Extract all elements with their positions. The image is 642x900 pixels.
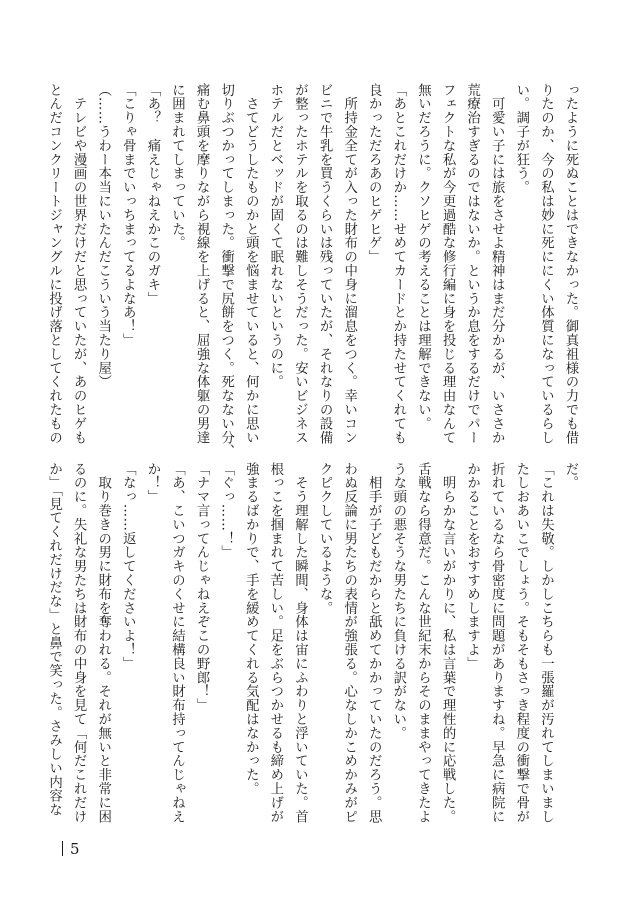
text-line: 良かっただろあのヒゲヒゲ」 xyxy=(366,83,382,264)
text-line: 荒療治すぎるのではないか。というか息をするだけでパー xyxy=(464,83,480,445)
text-line: うな頭の悪そうな男たちに負ける訳がない。 xyxy=(390,462,406,740)
text-line: 強まるばかりで、手を緩めてくれる気配はなかった。 xyxy=(243,462,259,796)
text-line: 根っこを掴まれて苦しい。足をぶらつかせるも締め上げが xyxy=(267,462,283,824)
text-line: 「こりゃ骨までいっちまってるよなあ！」 xyxy=(120,83,136,348)
text-line: 取り巻きの男に財布を奪われる。それが無いと非常に困 xyxy=(95,462,111,824)
text-line: るのに。失礼な男たちは財布の中身を見て「何だこれだけ xyxy=(71,462,87,824)
text-line: 「なっ……返してくださいよ！」 xyxy=(120,462,136,671)
text-line: 「これは失敬。しかしこちらも一張羅が汚れてしまいまし xyxy=(538,462,554,824)
text-line: 舌戦なら得意だ。こんな世紀末からそのままやってきたよ xyxy=(415,462,431,824)
text-line: とんだコンクリートジャングルに投げ落としてくれたもの xyxy=(46,83,62,445)
text-line: が整ったホテルを取るのは難しそうだった。安いビジネス xyxy=(292,83,308,445)
text-line: 「あとこれだけか……せめてカードとか持たせてくれても xyxy=(390,83,406,445)
text-line: 「あ？ 痛えじゃねえかこのガキ」 xyxy=(144,83,160,306)
text-line: 「ぐっ……！」 xyxy=(218,462,234,560)
text-line: （……うわー本当にいたんだこういう当たり屋） xyxy=(95,83,111,389)
text-line: テレビや漫画の世界だけだと思っていたが、あのヒゲも xyxy=(71,83,87,445)
text-line: りたのか、今の私は妙に死ににくい体質になっているらし xyxy=(538,83,554,445)
text-tier-top xyxy=(46,83,582,459)
text-line: だ。 xyxy=(563,462,578,490)
text-tier-bottom xyxy=(46,462,582,824)
text-line: かかることをおすすめしますよ」 xyxy=(464,462,480,671)
text-line: 明らかな言いがかりに、私は言葉で理性的に応戦した。 xyxy=(440,462,456,824)
text-line: 所持金全てが入った財布の中身に溜息をつく。幸いコン xyxy=(341,83,357,445)
text-line: クピクしているような。 xyxy=(317,462,333,615)
text-line: 「ナマ言ってんじゃねえぞこの野郎！」 xyxy=(194,462,210,713)
text-line: に囲まれてしまっていた。 xyxy=(169,83,185,250)
text-line: い。調子が狂う。 xyxy=(513,83,529,195)
text-line: か！」 xyxy=(144,462,160,504)
text-line: ったように死ぬことはできなかった。御真祖様の力でも借 xyxy=(563,83,578,445)
text-line: 可愛い子には旅をさせよ精神はまだ分かるが、いささか xyxy=(489,83,505,445)
text-line: 相手が子どもだからと舐めてかかっていたのだろう。思 xyxy=(366,462,382,824)
page-number-value: 5 xyxy=(70,840,80,858)
text-line: たしおあいこでしょう。そもそもさっき程度の衝撃で骨が xyxy=(513,462,529,824)
text-line: ホテルだとベッドが固くて眠れないというのに。 xyxy=(267,83,283,389)
text-line: 切りぶつかってしまった。衝撃で尻餅をつく。死なない分、 xyxy=(218,83,234,459)
text-line: 折れているなら骨密度に問題がありますね。早急に病院に xyxy=(489,462,505,824)
text-line: さてどうしたものかと頭を悩ませていると、何かに思い xyxy=(243,83,259,445)
page-number xyxy=(62,840,80,858)
text-line: そう理解した瞬間、身体は宙にふわりと浮いていた。首 xyxy=(292,462,308,824)
text-line: 「あ、こいつガキのくせに結構良い財布持ってんじゃねえ xyxy=(169,462,185,824)
text-line: フェクトな私が今更過酷な修行編に身を投じる理由なんて xyxy=(440,83,456,445)
text-line: か」「見てくれだけだな」と鼻で笑った。さみしい内容な xyxy=(46,462,62,817)
text-line: わぬ反論に男たちの表情が強張る。心なしかこめかみがピ xyxy=(341,462,357,824)
folio-rule xyxy=(62,841,63,856)
text-line: 無いだろうに。クソヒゲの考えることは理解できない。 xyxy=(415,83,431,431)
text-line: 痛む鼻頭を摩りながら視線を上げると、屈強な体躯の男達 xyxy=(194,83,210,445)
text-line: ビニで牛乳を買うくらいは残っていたが、それなりの設備 xyxy=(317,83,333,445)
